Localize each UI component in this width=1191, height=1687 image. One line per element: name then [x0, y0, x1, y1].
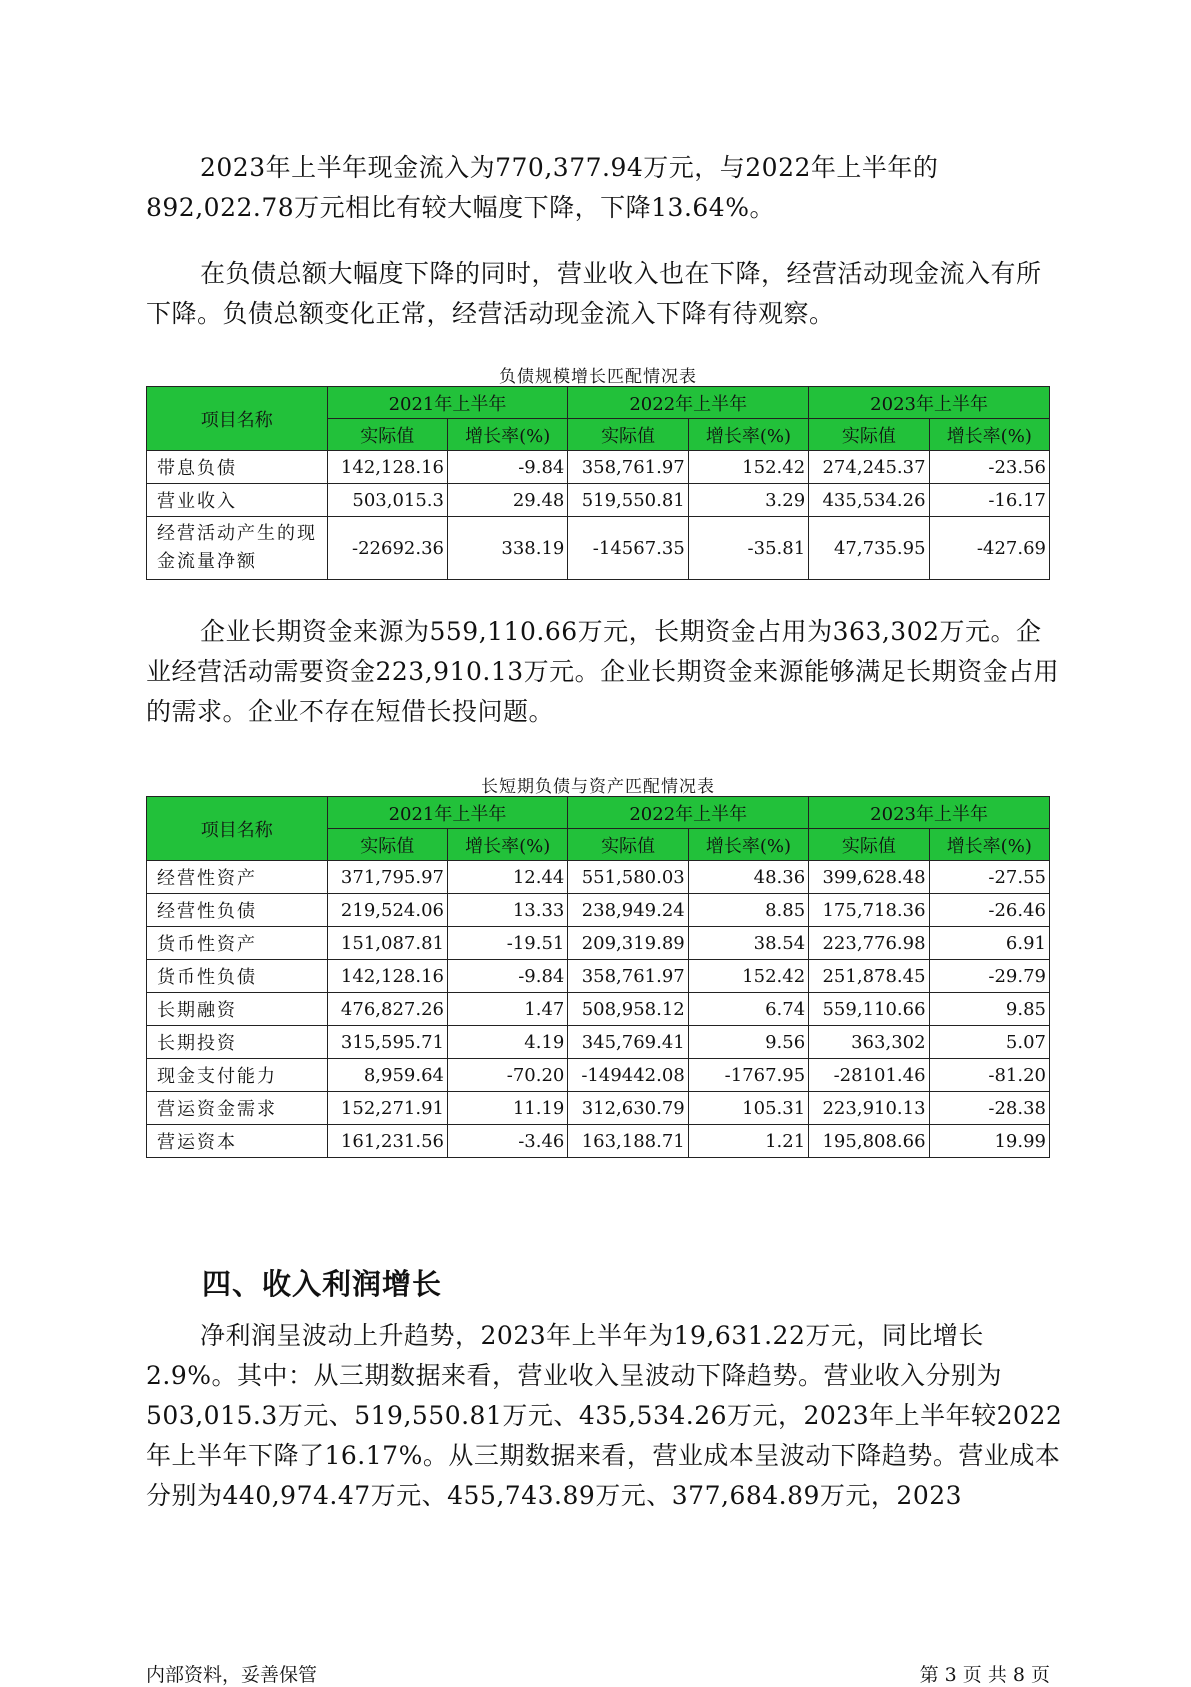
- growth-rate-cell: 152.42: [688, 451, 808, 484]
- header-period-2022: 2022年上半年: [568, 387, 809, 419]
- actual-value-cell: -149442.08: [568, 1059, 688, 1092]
- header-actual: 实际值: [809, 829, 929, 861]
- header-period-2021: 2021年上半年: [327, 387, 568, 419]
- table-row: [147, 960, 1050, 993]
- growth-rate-cell: 11.19: [447, 1092, 567, 1125]
- paragraph-long-term-funds: 企业长期资金来源为559,110.66万元，长期资金占用为363,302万元。企业经营活动需要资金223,910.13万元。企业长期资金来源能够满足长期资金占用的需求。企业不存在短借长投问题。: [146, 617, 1060, 726]
- row-label: 货币性负债: [147, 960, 328, 993]
- header-actual: 实际值: [568, 829, 688, 861]
- actual-value-cell: 358,761.97: [568, 960, 688, 993]
- growth-rate-cell: 8.85: [688, 894, 808, 927]
- growth-rate-cell: 19.99: [929, 1125, 1049, 1158]
- actual-value-cell: 312,630.79: [568, 1092, 688, 1125]
- actual-value-cell: 223,776.98: [809, 927, 929, 960]
- header-actual: 实际值: [568, 419, 688, 451]
- table1-caption: 负债规模增长匹配情况表: [499, 367, 697, 387]
- paragraph-profit-growth: 净利润呈波动上升趋势，2023年上半年为19,631.22万元，同比增长2.9%。其中：从三期数据来看，营业收入呈波动下降趋势。营业收入分别为503,015.3万元、519,550.81万元、435,534.26万元，2023年上半年较2022年上半年下降了16.17%。从三期数据来看，营业成本呈波动下降趋势。营业成本分别为440,974.47万元、455,743.89万元、377,684.89万元，2023: [146, 1321, 1063, 1510]
- growth-rate-cell: 6.74: [688, 993, 808, 1026]
- actual-value-cell: 195,808.66: [809, 1125, 929, 1158]
- row-label: 营业收入: [147, 484, 328, 517]
- header-growth: 增长率(%): [688, 829, 808, 861]
- growth-rate-cell: 5.07: [929, 1026, 1049, 1059]
- actual-value-cell: -14567.35: [568, 517, 688, 580]
- growth-rate-cell: -23.56: [929, 451, 1049, 484]
- section-heading: 四、收入利润增长: [202, 1267, 443, 1301]
- actual-value-cell: 519,550.81: [568, 484, 688, 517]
- growth-rate-cell: 105.31: [688, 1092, 808, 1125]
- actual-value-cell: 209,319.89: [568, 927, 688, 960]
- header-growth: 增长率(%): [447, 829, 567, 861]
- table-row: [147, 1026, 1050, 1059]
- actual-value-cell: -22692.36: [327, 517, 447, 580]
- actual-value-cell: 551,580.03: [568, 861, 688, 894]
- growth-rate-cell: 48.36: [688, 861, 808, 894]
- actual-value-cell: 508,958.12: [568, 993, 688, 1026]
- growth-rate-cell: 9.56: [688, 1026, 808, 1059]
- header-item-name: 项目名称: [147, 797, 328, 861]
- actual-value-cell: 559,110.66: [809, 993, 929, 1026]
- actual-value-cell: 251,878.45: [809, 960, 929, 993]
- table-row: [147, 993, 1050, 1026]
- table-row: [147, 517, 1050, 580]
- growth-rate-cell: 4.19: [447, 1026, 567, 1059]
- page-number: 第 3 页 共 8 页: [919, 1664, 1050, 1686]
- growth-rate-cell: 338.19: [447, 517, 567, 580]
- table2-caption: 长短期负债与资产匹配情况表: [481, 777, 715, 797]
- growth-rate-cell: -26.46: [929, 894, 1049, 927]
- header-item-name: 项目名称: [147, 387, 328, 451]
- header-actual: 实际值: [327, 419, 447, 451]
- growth-rate-cell: -9.84: [447, 451, 567, 484]
- growth-rate-cell: 9.85: [929, 993, 1049, 1026]
- actual-value-cell: 163,188.71: [568, 1125, 688, 1158]
- actual-value-cell: 238,949.24: [568, 894, 688, 927]
- actual-value-cell: 345,769.41: [568, 1026, 688, 1059]
- growth-rate-cell: -27.55: [929, 861, 1049, 894]
- growth-rate-cell: 1.47: [447, 993, 567, 1026]
- growth-rate-cell: 152.42: [688, 960, 808, 993]
- growth-rate-cell: -3.46: [447, 1125, 567, 1158]
- row-label: 带息负债: [147, 451, 328, 484]
- actual-value-cell: 476,827.26: [327, 993, 447, 1026]
- actual-value-cell: -28101.46: [809, 1059, 929, 1092]
- growth-rate-cell: 38.54: [688, 927, 808, 960]
- growth-rate-cell: 1.21: [688, 1125, 808, 1158]
- header-growth: 增长率(%): [929, 419, 1049, 451]
- actual-value-cell: 152,271.91: [327, 1092, 447, 1125]
- table-row: [147, 861, 1050, 894]
- debt-scale-table: [146, 386, 1050, 580]
- row-label: 长期投资: [147, 1026, 328, 1059]
- footer-note: 内部资料，妥善保管: [146, 1664, 318, 1686]
- growth-rate-cell: 3.29: [688, 484, 808, 517]
- debt-asset-match-table: [146, 796, 1050, 1158]
- actual-value-cell: 175,718.36: [809, 894, 929, 927]
- table-row: [147, 927, 1050, 960]
- row-label: 营运资金需求: [147, 1092, 328, 1125]
- table-row: [147, 894, 1050, 927]
- table-row: [147, 1125, 1050, 1158]
- paragraph-debt-change: 在负债总额大幅度下降的同时，营业收入也在下降，经营活动现金流入有所下降。负债总额变化正常，经营活动现金流入下降有待观察。: [146, 259, 1042, 328]
- actual-value-cell: 223,910.13: [809, 1092, 929, 1125]
- row-label: 营运资本: [147, 1125, 328, 1158]
- growth-rate-cell: -70.20: [447, 1059, 567, 1092]
- actual-value-cell: 399,628.48: [809, 861, 929, 894]
- table-row: [147, 1092, 1050, 1125]
- growth-rate-cell: -81.20: [929, 1059, 1049, 1092]
- actual-value-cell: 161,231.56: [327, 1125, 447, 1158]
- paragraph-cash-inflow: 2023年上半年现金流入为770,377.94万元，与2022年上半年的892,022.78万元相比有较大幅度下降，下降13.64%。: [146, 153, 939, 222]
- header-period-2021: 2021年上半年: [327, 797, 568, 829]
- actual-value-cell: 315,595.71: [327, 1026, 447, 1059]
- header-actual: 实际值: [809, 419, 929, 451]
- table-row: [147, 1059, 1050, 1092]
- growth-rate-cell: -29.79: [929, 960, 1049, 993]
- row-label: 现金支付能力: [147, 1059, 328, 1092]
- header-growth: 增长率(%): [929, 829, 1049, 861]
- header-period-2023: 2023年上半年: [809, 797, 1050, 829]
- actual-value-cell: 47,735.95: [809, 517, 929, 580]
- row-label: 经营活动产生的现金流量净额: [147, 517, 328, 580]
- actual-value-cell: 142,128.16: [327, 451, 447, 484]
- actual-value-cell: 435,534.26: [809, 484, 929, 517]
- growth-rate-cell: -19.51: [447, 927, 567, 960]
- actual-value-cell: 151,087.81: [327, 927, 447, 960]
- growth-rate-cell: -28.38: [929, 1092, 1049, 1125]
- row-label: 经营性负债: [147, 894, 328, 927]
- growth-rate-cell: -1767.95: [688, 1059, 808, 1092]
- actual-value-cell: 503,015.3: [327, 484, 447, 517]
- growth-rate-cell: 6.91: [929, 927, 1049, 960]
- actual-value-cell: 142,128.16: [327, 960, 447, 993]
- growth-rate-cell: -427.69: [929, 517, 1049, 580]
- header-period-2022: 2022年上半年: [568, 797, 809, 829]
- growth-rate-cell: 13.33: [447, 894, 567, 927]
- header-period-2023: 2023年上半年: [809, 387, 1050, 419]
- header-growth: 增长率(%): [688, 419, 808, 451]
- growth-rate-cell: -16.17: [929, 484, 1049, 517]
- actual-value-cell: 371,795.97: [327, 861, 447, 894]
- header-actual: 实际值: [327, 829, 447, 861]
- actual-value-cell: 358,761.97: [568, 451, 688, 484]
- table-row: [147, 451, 1050, 484]
- growth-rate-cell: -9.84: [447, 960, 567, 993]
- row-label: 经营性资产: [147, 861, 328, 894]
- table-row: [147, 484, 1050, 517]
- growth-rate-cell: 29.48: [447, 484, 567, 517]
- growth-rate-cell: -35.81: [688, 517, 808, 580]
- actual-value-cell: 219,524.06: [327, 894, 447, 927]
- row-label: 货币性资产: [147, 927, 328, 960]
- header-growth: 增长率(%): [447, 419, 567, 451]
- actual-value-cell: 274,245.37: [809, 451, 929, 484]
- actual-value-cell: 363,302: [809, 1026, 929, 1059]
- growth-rate-cell: 12.44: [447, 861, 567, 894]
- actual-value-cell: 8,959.64: [327, 1059, 447, 1092]
- row-label: 长期融资: [147, 993, 328, 1026]
